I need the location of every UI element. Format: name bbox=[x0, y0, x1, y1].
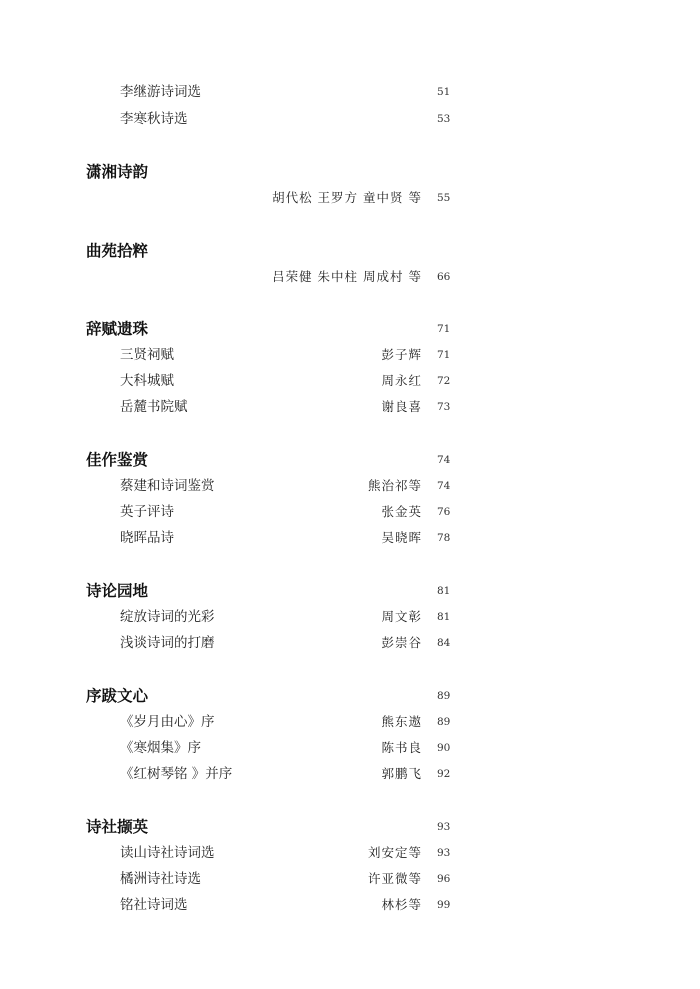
section-page-number: 71 bbox=[437, 323, 451, 335]
entry-page-number: 99 bbox=[437, 899, 451, 911]
entry-page-number: 71 bbox=[437, 349, 451, 361]
section-heading-row[interactable] bbox=[0, 448, 700, 472]
entry-author: 郭鹏飞 bbox=[381, 766, 422, 781]
entry-title: 三贤祠赋 bbox=[120, 347, 174, 363]
section-heading-row[interactable] bbox=[0, 317, 700, 341]
section-heading: 诗论园地 bbox=[86, 581, 149, 600]
entry-page-number: 51 bbox=[437, 86, 451, 98]
toc-entry[interactable] bbox=[0, 893, 700, 917]
toc-entry[interactable] bbox=[0, 605, 700, 629]
section-heading: 序跋文心 bbox=[86, 686, 149, 705]
entry-page-number: 90 bbox=[437, 742, 451, 754]
entry-title: 大科城赋 bbox=[120, 373, 174, 389]
toc-entry[interactable] bbox=[0, 369, 700, 393]
entry-page-number: 84 bbox=[437, 637, 451, 649]
section-heading-row[interactable] bbox=[0, 239, 700, 263]
entry-author: 熊东遨 bbox=[381, 714, 422, 729]
entry-page-number: 53 bbox=[437, 113, 451, 125]
entry-author: 张金英 bbox=[381, 504, 422, 519]
entry-title: 李继游诗词选 bbox=[120, 84, 201, 100]
section-heading: 辞赋遗珠 bbox=[86, 319, 149, 338]
entry-author: 吴晓晖 bbox=[381, 530, 422, 545]
entry-page-number: 78 bbox=[437, 532, 451, 544]
section-heading: 潇湘诗韵 bbox=[86, 162, 149, 181]
entry-page-number: 93 bbox=[437, 847, 451, 859]
entry-page-number: 76 bbox=[437, 506, 451, 518]
toc-entry[interactable] bbox=[0, 736, 700, 760]
toc-entry[interactable] bbox=[0, 631, 700, 655]
section-heading: 佳作鉴赏 bbox=[86, 450, 149, 469]
section-heading-row[interactable] bbox=[0, 160, 700, 184]
section-page-number: 81 bbox=[437, 585, 451, 597]
entry-title: 读山诗社诗词选 bbox=[120, 845, 215, 861]
toc-entry[interactable] bbox=[0, 526, 700, 550]
toc-entry[interactable] bbox=[0, 186, 700, 210]
entry-title: 英子评诗 bbox=[120, 504, 174, 520]
entry-title: 晓晖品诗 bbox=[120, 530, 174, 546]
entry-title: 《寒烟集》序 bbox=[120, 740, 201, 756]
section-heading-row[interactable] bbox=[0, 684, 700, 708]
entry-title: 橘洲诗社诗选 bbox=[120, 871, 201, 887]
entry-title: 绽放诗词的光彩 bbox=[120, 609, 215, 625]
entry-page-number: 81 bbox=[437, 611, 451, 623]
entry-author: 吕荣健 朱中柱 周成村 等 bbox=[272, 269, 422, 284]
section-heading: 曲苑拾粹 bbox=[86, 241, 149, 260]
section-heading-row[interactable] bbox=[0, 815, 700, 839]
entry-page-number: 92 bbox=[437, 768, 451, 780]
toc-entry[interactable] bbox=[0, 80, 700, 104]
entry-title: 蔡建和诗词鉴赏 bbox=[120, 478, 215, 494]
section-heading: 诗社撷英 bbox=[86, 817, 149, 836]
section-page-number: 89 bbox=[437, 690, 451, 702]
toc-entry[interactable] bbox=[0, 395, 700, 419]
toc-entry[interactable] bbox=[0, 265, 700, 289]
entry-title: 李寒秋诗选 bbox=[120, 111, 188, 127]
toc-entry[interactable] bbox=[0, 762, 700, 786]
entry-page-number: 66 bbox=[437, 271, 451, 283]
entry-author: 谢良喜 bbox=[381, 399, 422, 414]
entry-author: 彭崇谷 bbox=[381, 635, 422, 650]
entry-author: 熊治祁等 bbox=[367, 478, 422, 493]
entry-author: 胡代松 王罗方 童中贤 等 bbox=[272, 190, 422, 205]
entry-author: 彭子辉 bbox=[381, 347, 422, 362]
toc-entry[interactable] bbox=[0, 500, 700, 524]
entry-title: 《红树琴铭 》并序 bbox=[120, 766, 233, 782]
entry-page-number: 74 bbox=[437, 480, 451, 492]
toc-entry[interactable] bbox=[0, 710, 700, 734]
section-heading-row[interactable] bbox=[0, 579, 700, 603]
section-page-number: 74 bbox=[437, 454, 451, 466]
entry-page-number: 89 bbox=[437, 716, 451, 728]
entry-page-number: 72 bbox=[437, 375, 451, 387]
section-page-number: 93 bbox=[437, 821, 451, 833]
toc-entry[interactable] bbox=[0, 343, 700, 367]
entry-author: 周永红 bbox=[381, 373, 422, 388]
entry-page-number: 96 bbox=[437, 873, 451, 885]
entry-page-number: 55 bbox=[437, 192, 451, 204]
toc-entry[interactable] bbox=[0, 474, 700, 498]
entry-author: 周文彰 bbox=[381, 609, 422, 624]
entry-author: 陈书良 bbox=[381, 740, 422, 755]
toc-entry[interactable] bbox=[0, 867, 700, 891]
entry-author: 刘安定等 bbox=[367, 845, 422, 860]
entry-title: 岳麓书院赋 bbox=[120, 399, 188, 415]
entry-title: 浅谈诗词的打磨 bbox=[120, 635, 215, 651]
toc-entry[interactable] bbox=[0, 107, 700, 131]
entry-title: 《岁月由心》序 bbox=[120, 714, 215, 730]
entry-author: 林杉等 bbox=[381, 897, 422, 912]
entry-author: 许亚微等 bbox=[367, 871, 422, 886]
entry-page-number: 73 bbox=[437, 401, 451, 413]
toc-entry[interactable] bbox=[0, 841, 700, 865]
entry-title: 铭社诗词选 bbox=[120, 897, 188, 913]
